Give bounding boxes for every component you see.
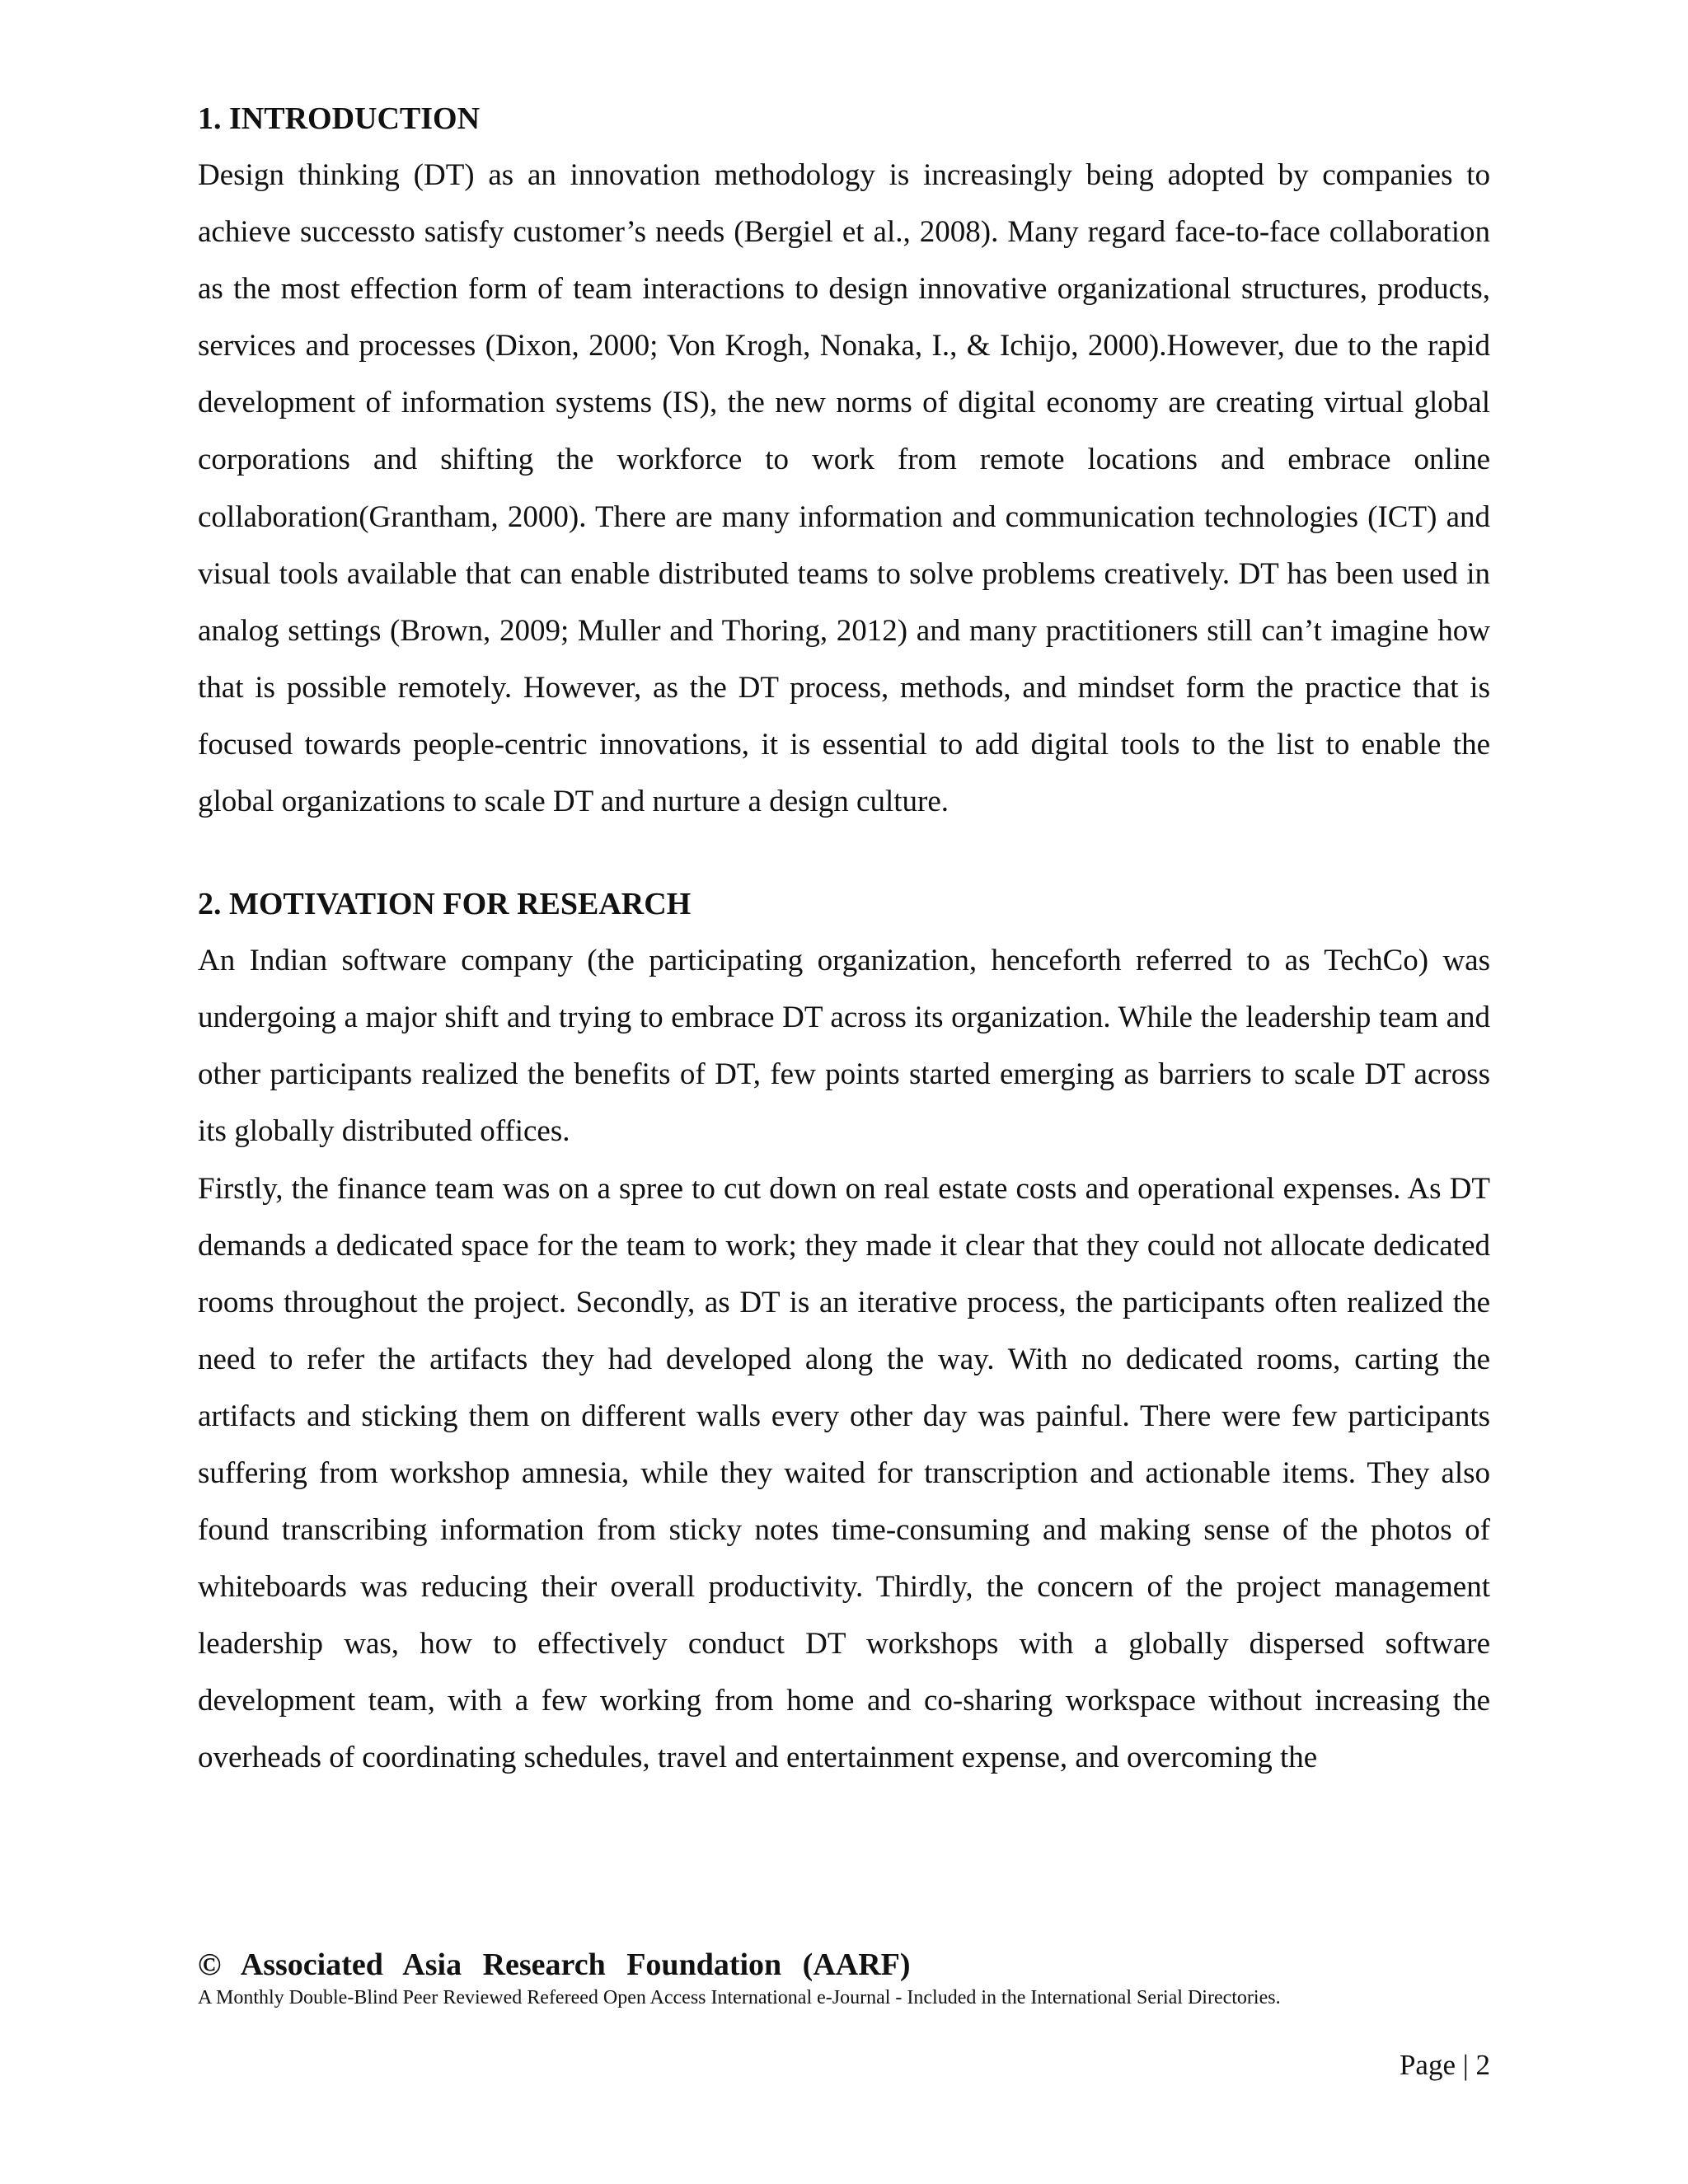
introduction-paragraph: Design thinking (DT) as an innovation methodology is increasingly being adopted by companies to achieve successto satisfy customer’s needs (Bergiel et al., 2008). Many regard face-to-face collaboration as the most effection form of team interactions to design innovative organizational structures, products, services and processes (Dixon, 2000; Von Krogh, Nonaka, I., & Ichijo, 2000).However, due to the rapid development of information systems (IS), the new norms of digital economy are creating virtual global corporations and shifting the workforce to work from remote locations and embrace online collaboration(Grantham, 2000). There are many information and communication technologies (ICT) and visual tools available that can enable distributed teams to solve problems creatively. DT has been used in analog settings (Brown, 2009; Muller and Thoring, 2012) and many practitioners still can’t imagine how that is possible remotely. However, as the DT process, methods, and mindset form the practice that is focused towards people-centric innovations, it is essential to add digital tools to the list to enable the global organizations to scale DT and nurture a design culture.	[198, 158, 1490, 819]
footer-title: © Associated Asia Research Foundation (AARF)	[198, 1947, 911, 1982]
section-heading-motivation: 2. MOTIVATION FOR RESEARCH	[198, 887, 692, 922]
section-spacer	[198, 830, 1490, 883]
motivation-paragraph-2: Firstly, the finance team was on a spree to cut down on real estate costs and operational expenses. As DT demands a dedicated space for the team to work; they made it clear that they could not allocate dedicated rooms throughout the project. Secondly, as DT is an iterative process, the participants often realized the need to refer the artifacts they had developed along the way. With no dedicated rooms, carting the artifacts and sticking them on different walls every other day was painful. There were few participants suffering from workshop amnesia, while they waited for transcription and actionable items. They also found transcribing information from sticky notes time-consuming and making sense of the photos of whiteboards was reducing their overall productivity. Thirdly, the concern of the project management leadership was, how to effectively conduct DT workshops with a globally dispersed software development team, with a few working from home and co-sharing workspace without increasing the overheads of coordinating schedules, travel and entertainment expense, and overcoming the	[198, 1171, 1490, 1775]
page-number: Page | 2	[1399, 2049, 1490, 2081]
journal-footer	[198, 1945, 1490, 2011]
motivation-paragraph-1: An Indian software company (the participating organization, henceforth referred to as TechCo) was undergoing a major shift and trying to embrace DT across its organization. While the leadership team and other participants realized the benefits of DT, few points started emerging as barriers to scale DT across its globally distributed offices.	[198, 944, 1490, 1149]
page-content	[198, 97, 1490, 1787]
section-heading-introduction: 1. INTRODUCTION	[198, 101, 481, 136]
footer-subtitle: A Monthly Double-Blind Peer Reviewed Refereed Open Access International e-Journal - Included in the International Serial Directories.	[198, 1987, 1281, 2008]
